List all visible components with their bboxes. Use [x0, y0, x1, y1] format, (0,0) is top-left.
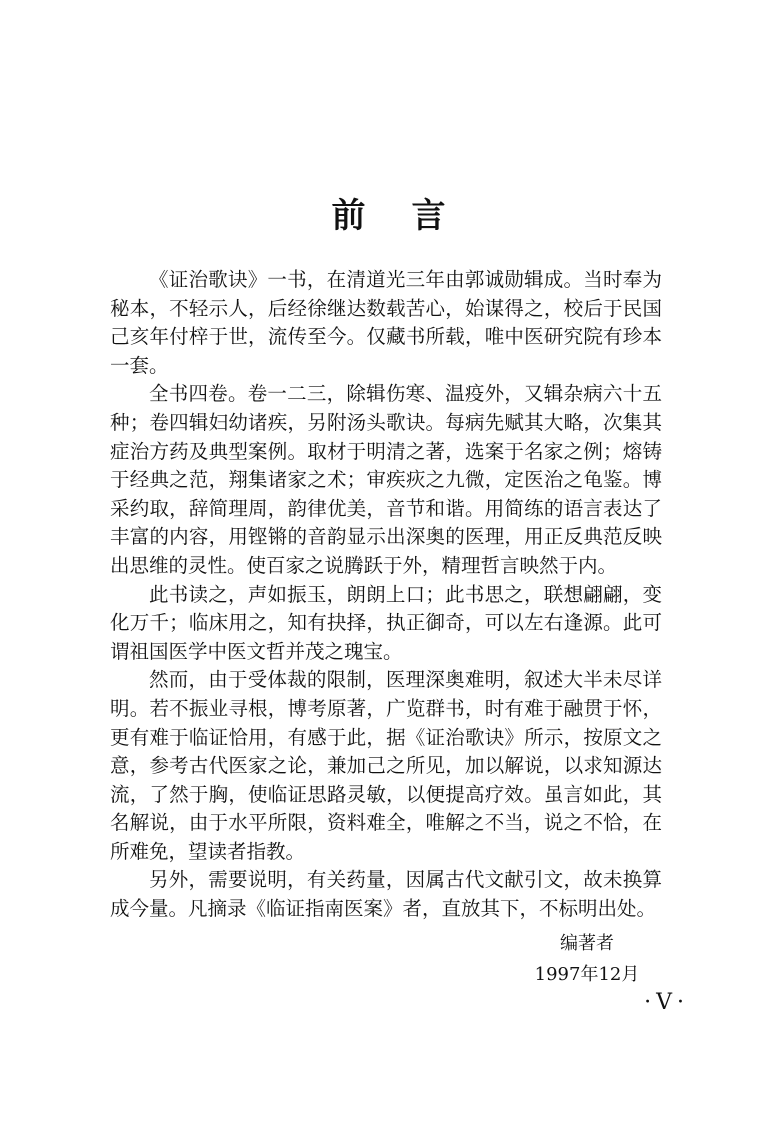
paragraph-1: 《证治歌诀》一书，在清道光三年由郭诚勋辑成。当时奉为秘本，不轻示人，后经徐继达数载苦心，始谋得之，校后于民国己亥年付梓于世，流传至今。仅藏书所载，唯中医研究院有珍本一套。 — [110, 268, 662, 377]
paragraph-3: 此书读之，声如振玉，朗朗上口；此书思之，联想翩翩，变化万千；临床用之，知有抉择，执正御奇，可以左右逢源。此可谓祖国医学中医文哲并茂之瑰宝。 — [110, 582, 662, 663]
date-label: 1997年12月 — [534, 964, 640, 985]
preface-body — [110, 266, 662, 924]
page-number: ·V· — [644, 990, 689, 1015]
signature-block — [517, 928, 657, 990]
page-title: 前言 — [331, 196, 492, 236]
paragraph-4: 然而，由于受体裁的限制，医理深奥难明，叙述大半未尽详明。若不振业寻根，博考原著，广览群书，时有难于融贯于怀，更有难于临证恰用，有感于此，据《证治歌诀》所示，按原文之意，参考古代医家之论，兼加己之所见，加以解说，以求知源达流，了然于胸，使临证思路灵敏，以便提高疗效。虽言如此，其名解说，由于水平所限，资料难全，唯解之不当，说之不恰，在所难免，望读者指教。 — [110, 668, 662, 863]
author-label: 编著者 — [560, 933, 614, 954]
paragraph-2: 全书四卷。卷一二三，除辑伤寒、温疫外，又辑杂病六十五种；卷四辑妇幼诸疾，另附汤头歌诀。每病先赋其大略，次集其症治方药及典型案例。取材于明清之著，选案于名家之例；熔铸于经典之范，翔集诸家之术；审疾疢之九微，定医治之龟鉴。博采约取，辞简理周，韵律优美，音节和谐。用简练的语言表达了丰富的内容，用铿锵的音韵显示出深奥的医理，用正反典范反映出思维的灵性。使百家之说腾跃于外，精理哲言映然于内。 — [110, 382, 662, 577]
paragraph-5: 另外，需要说明，有关药量，因属古代文献引文，故未换算成今量。凡摘录《临证指南医案》者，直放其下，不标明出处。 — [110, 868, 662, 921]
